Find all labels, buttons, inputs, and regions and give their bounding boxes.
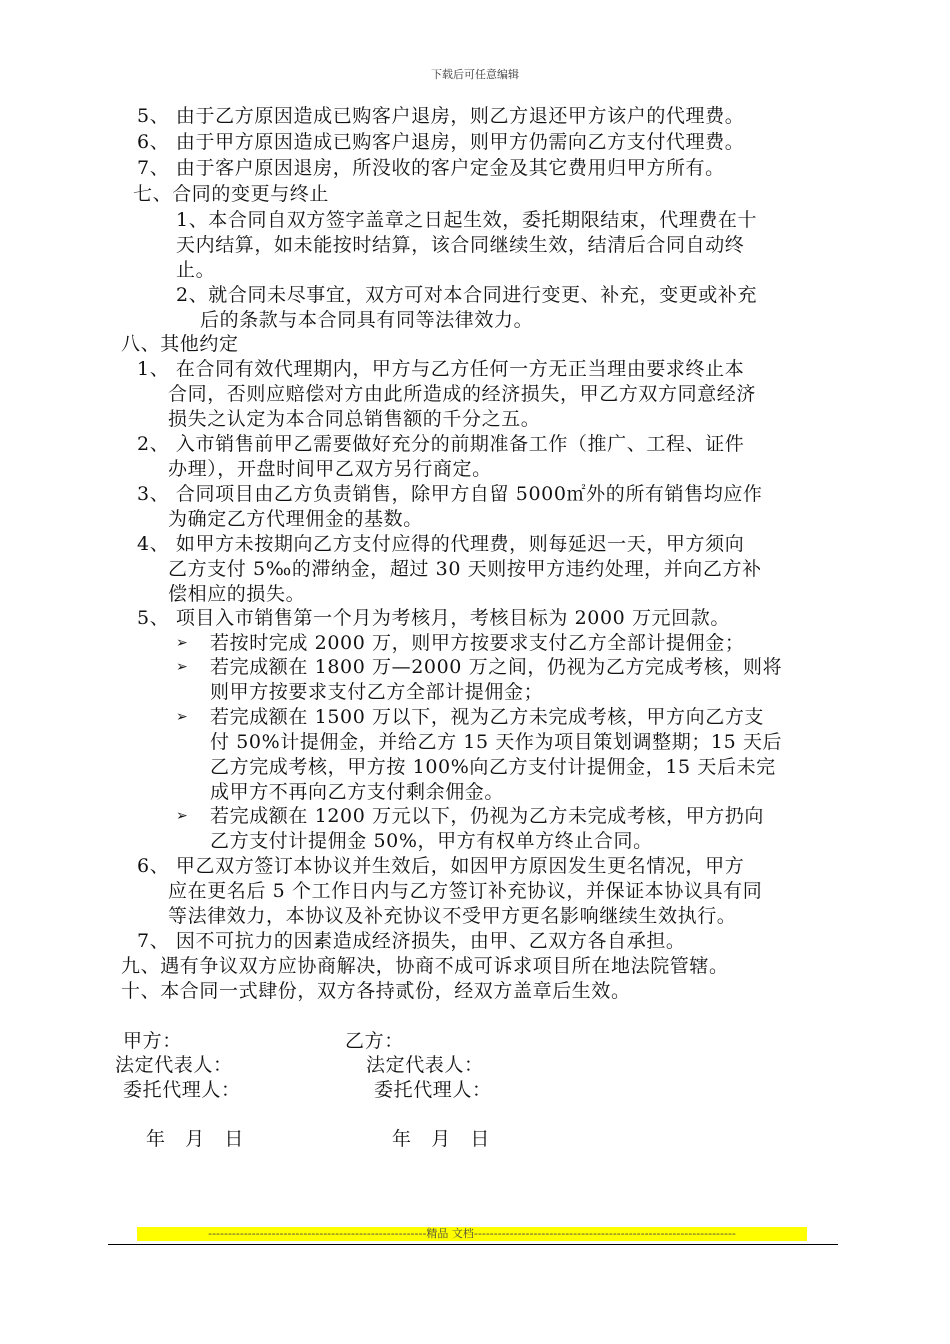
party-b-label: 乙方： — [345, 1030, 404, 1052]
clause-line: 2、就合同未尽事宜，双方可对本合同进行变更、补充，变更或补充 — [176, 284, 758, 306]
clause-line: 等法律效力，本协议及补充协议不受甲方更名影响继续生效执行。 — [168, 905, 737, 927]
party-b-representative: 法定代表人： — [366, 1054, 484, 1076]
section-heading: 八、其他约定 — [121, 333, 239, 355]
clause-line: 2、 入市销售前甲乙需要做好充分的前期准备工作（推广、工程、证件 — [137, 433, 745, 455]
clause-line: 7、 由于客户原因退房，所没收的客户定金及其它费用归甲方所有。 — [137, 157, 725, 179]
section-heading: 九、遇有争议双方应协商解决，协商不成可诉求项目所在地法院管辖。 — [121, 955, 729, 977]
list-item: 则甲方按要求支付乙方全部计提佣金； — [210, 681, 544, 703]
clause-line: 1、 在合同有效代理期内，甲方与乙方任何一方无正当理由要求终止本 — [137, 358, 745, 380]
clause-line: 办理），开盘时间甲乙双方另行商定。 — [168, 458, 492, 480]
clause-line: 4、 如甲方未按期向乙方支付应得的代理费，则每延迟一天，甲方须向 — [137, 533, 745, 555]
footer-banner: -------------------------------------------------------精品 文档------------------------------------------------------------------ — [137, 1227, 807, 1241]
list-item: 付 50%计提佣金，并给乙方 15 天作为项目策划调整期；15 天后 — [210, 731, 783, 753]
section-heading: 十、本合同一式肆份，双方各持贰份，经双方盖章后生效。 — [121, 980, 631, 1002]
arrow-bullet-icon: ➢ — [176, 635, 188, 651]
list-item: 若完成额在 1200 万元以下，仍视为乙方未完成考核，甲方扔向 — [210, 805, 765, 827]
clause-line: 5、 项目入市销售第一个月为考核月，考核目标为 2000 万元回款。 — [137, 607, 730, 629]
clause-line: 3、 合同项目由乙方负责销售，除甲方自留 5000㎡外的所有销售均应作 — [137, 483, 763, 505]
list-item: 乙方支付计提佣金 50%，甲方有权单方终止合同。 — [210, 830, 653, 852]
list-item: 成甲方不再向乙方支付剩余佣金。 — [210, 781, 505, 803]
clause-line: 乙方支付 5‰的滞纳金，超过 30 天则按甲方违约处理，并向乙方补 — [168, 558, 762, 580]
clause-line: 偿相应的损失。 — [168, 583, 306, 605]
clause-line: 为确定乙方代理佣金的基数。 — [168, 508, 423, 530]
list-item: 乙方完成考核，甲方按 100%向乙方支付计提佣金，15 天后未完 — [210, 756, 776, 778]
section-heading: 七、合同的变更与终止 — [133, 183, 330, 205]
clause-line: 止。 — [176, 259, 216, 281]
clause-line: 应在更名后 5 个工作日内与乙方签订补充协议，并保证本协议具有同 — [168, 880, 763, 902]
clause-line: 6、 由于甲方原因造成已购客户退房，则甲方仍需向乙方支付代理费。 — [137, 131, 745, 153]
arrow-bullet-icon: ➢ — [176, 659, 188, 675]
party-a-date: 年 月 日 — [146, 1128, 245, 1150]
arrow-bullet-icon: ➢ — [176, 709, 188, 725]
clause-line: 7、 因不可抗力的因素造成经济损失，由甲、乙双方各自承担。 — [137, 930, 686, 952]
party-b-date: 年 月 日 — [392, 1128, 491, 1150]
party-b-agent: 委托代理人： — [374, 1079, 492, 1101]
page-header: 下载后可任意编辑 — [431, 68, 519, 81]
clause-line: 天内结算，如未能按时结算，该合同继续生效，结清后合同自动终 — [176, 234, 745, 256]
list-item: 若按时完成 2000 万，则甲方按要求支付乙方全部计提佣金； — [210, 632, 745, 654]
party-a-representative: 法定代表人： — [115, 1054, 233, 1076]
list-item: 若完成额在 1800 万—2000 万之间，仍视为乙方完成考核，则将 — [210, 656, 783, 678]
party-a-agent: 委托代理人： — [123, 1079, 241, 1101]
party-a-label: 甲方： — [123, 1030, 182, 1052]
clause-line: 损失之认定为本合同总销售额的千分之五。 — [168, 408, 541, 430]
list-item: 若完成额在 1500 万以下，视为乙方未完成考核，甲方向乙方支 — [210, 706, 765, 728]
clause-line: 合同，否则应赔偿对方由此所造成的经济损失，甲乙方双方同意经济 — [168, 383, 757, 405]
clause-line: 后的条款与本合同具有同等法律效力。 — [200, 309, 534, 331]
clause-line: 6、 甲乙双方签订本协议并生效后，如因甲方原因发生更名情况，甲方 — [137, 855, 745, 877]
arrow-bullet-icon: ➢ — [176, 808, 188, 824]
clause-line: 1、本合同自双方签字盖章之日起生效，委托期限结束，代理费在十 — [176, 209, 758, 231]
footer-divider — [108, 1244, 838, 1245]
clause-line: 5、 由于乙方原因造成已购客户退房，则乙方退还甲方该户的代理费。 — [137, 105, 745, 127]
